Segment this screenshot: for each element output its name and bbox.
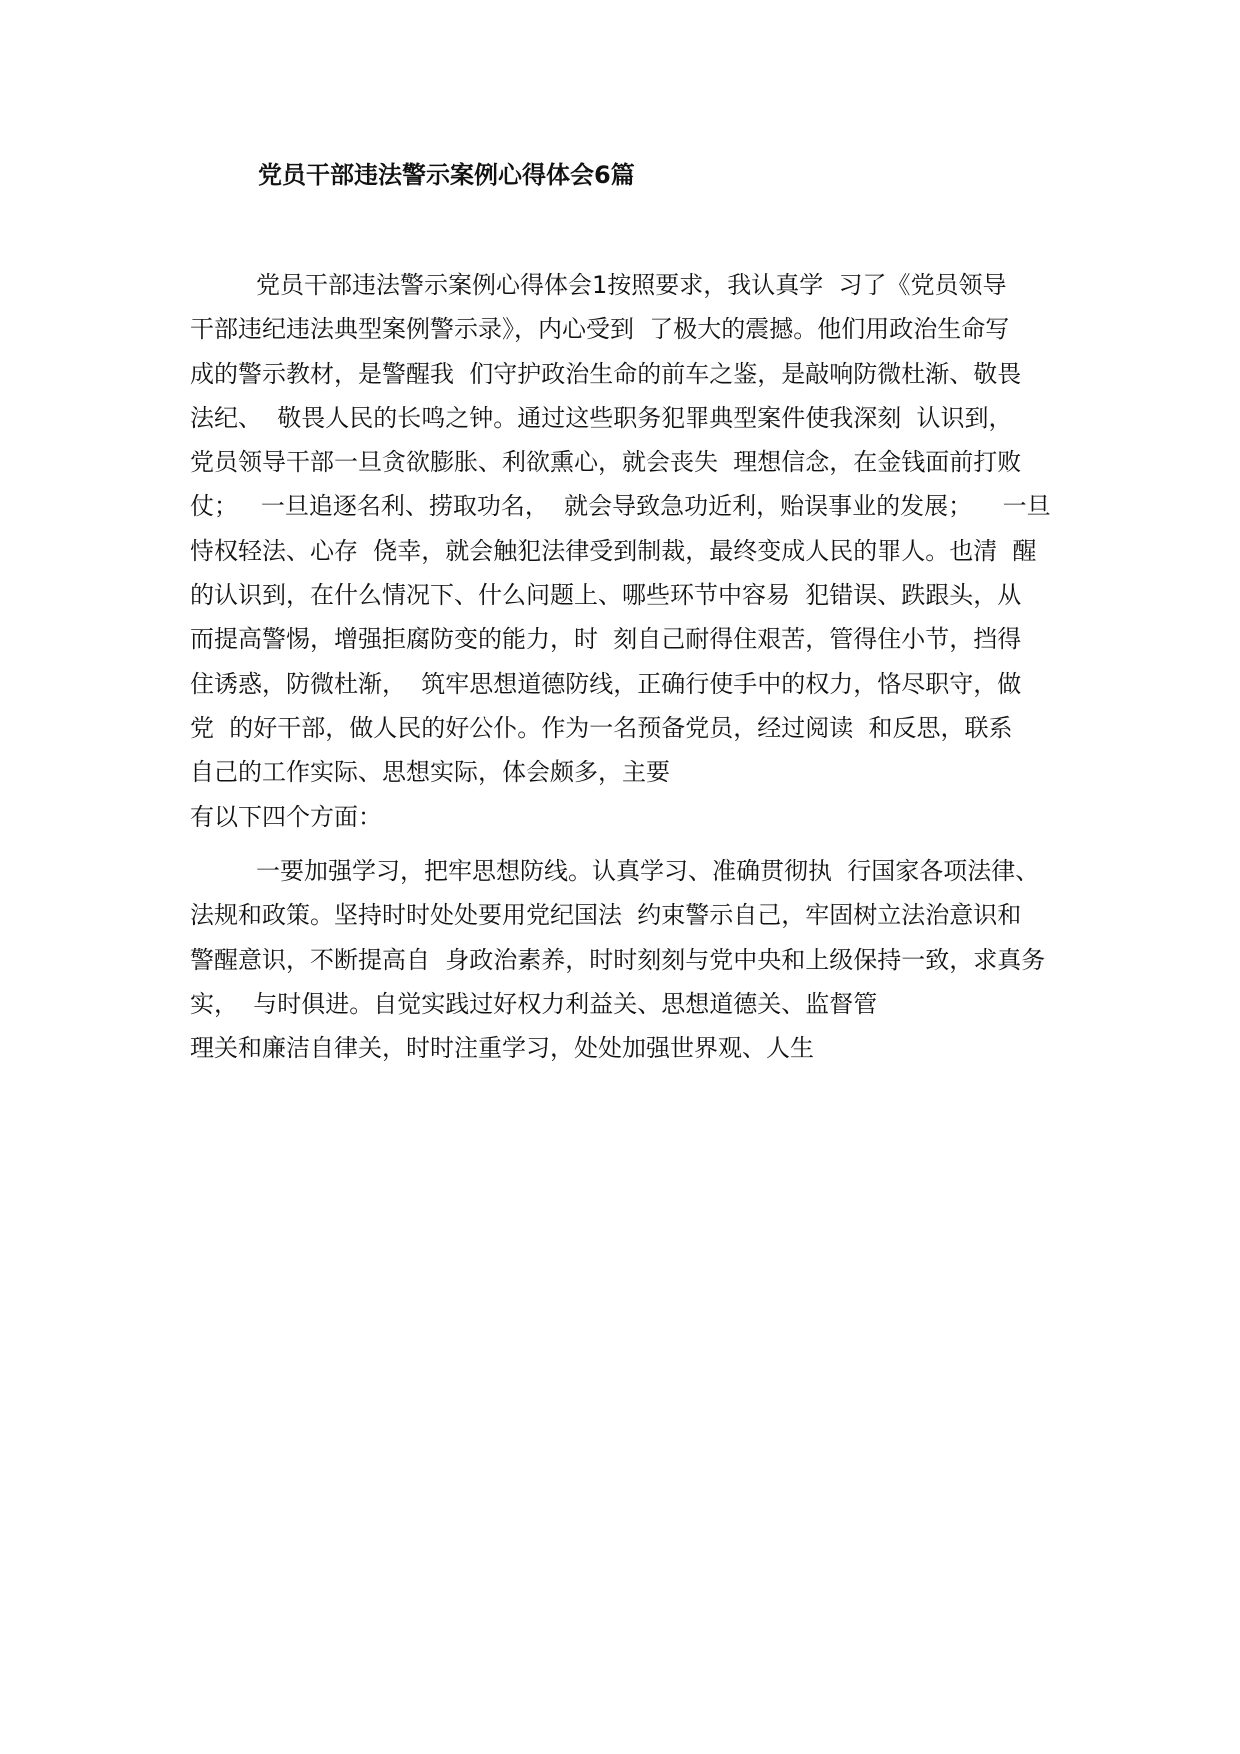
text-line: 党 的好干部，做人民的好公仆。作为一名预备党员，经过阅读 和反思，联系 [190,713,1013,742]
text-line: 恃权轻法、心存 侥幸，就会触犯法律受到制裁，最终变成人民的罪人。也清 醒 [190,536,1037,565]
text-line: 党员领导干部一旦贪欲膨胀、利欲熏心，就会丧失 理想信念，在金钱面前打败 [190,448,1022,477]
text-line: 理关和廉洁自律关，时时注重学习，处处加强世界观、人生 [190,1034,814,1062]
text-line: 实， 与时俱进。自觉实践过好权力利益关、思想道德关、监督管 [190,989,878,1018]
text-line: 自己的工作实际、思想实际，体会颇多，主要 [190,758,670,787]
text-line: 一要加强学习，把牢思想防线。认真学习、准确贯彻执 行国家各项法律、 [256,857,1040,885]
text-line: 仗； 一旦追逐名利、捞取功名， 就会导致急功近利，贻误事业的发展； 一旦 [190,492,1051,521]
paragraph-2-tail [190,1026,1070,1070]
paragraph-1 [190,263,1070,795]
text-line: 而提高警惕，增强拒腐防变的能力，时 刻自己耐得住艰苦，管得住小节，挡得 [190,625,1022,654]
text-line: 党员干部违法警示案例心得体会1按照要求，我认真学 习了《党员领导 [256,271,1007,299]
paragraph-1-tail [190,795,1070,839]
document-title: 党员干部违法警示案例心得体会6篇 [258,161,635,189]
text-line: 干部违纪违法典型案例警示录》，内心受到 了极大的震撼。他们用政治生命写 [190,315,1010,344]
text-line: 警醒意识，不断提高自 身政治素养，时时刻刻与党中央和上级保持一致，求真务 [190,945,1046,974]
paragraph-2 [190,849,1070,1026]
text-line: 法规和政策。坚持时时处处要用党纪国法 约束警示自己，牢固树立法治意识和 [190,901,1022,930]
text-line: 成的警示教材，是警醒我 们守护政治生命的前车之鉴，是敲响防微杜渐、敬畏 [190,359,1022,388]
text-line: 有以下四个方面： [190,803,382,831]
text-line: 法纪、 敬畏人民的长鸣之钟。通过这些职务犯罪典型案件使我深刻 认识到， [190,403,1013,432]
text-line: 的认识到，在什么情况下、什么问题上、哪些环节中容易 犯错误、跌跟头，从 [190,581,1022,610]
text-line: 住诱惑，防微杜渐， 筑牢思想道德防线，正确行使手中的权力，恪尽职守，做 [190,669,1022,698]
